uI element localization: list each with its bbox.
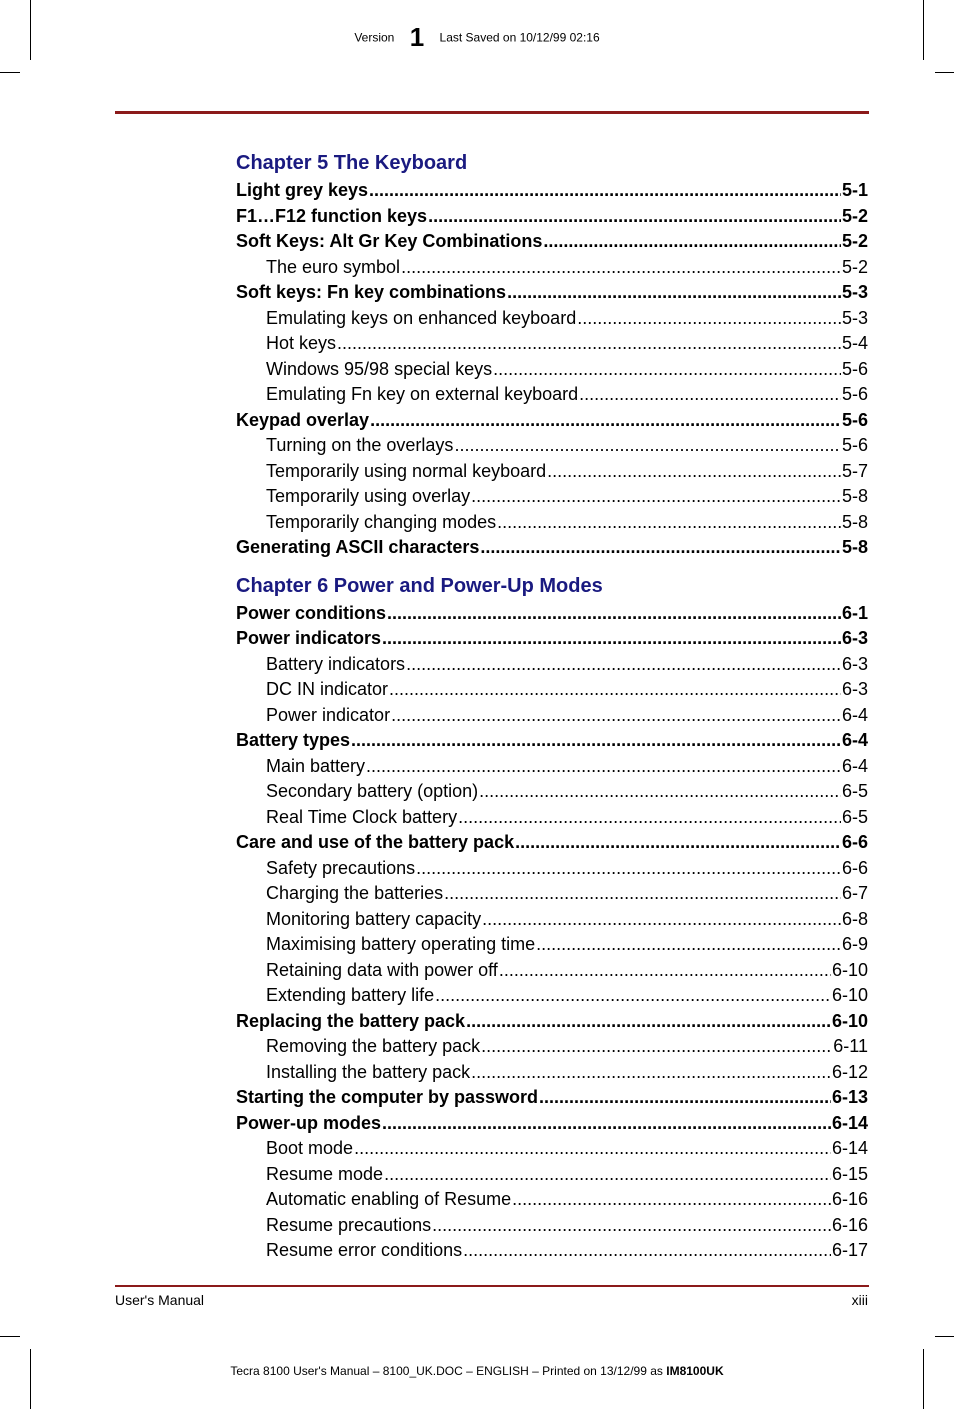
dot-leader xyxy=(482,907,841,933)
entry-page: 5-3 xyxy=(841,282,868,302)
entry-title: Generating ASCII characters xyxy=(236,537,480,557)
entry-title: Care and use of the battery pack xyxy=(236,832,515,852)
entry-page: 6-4 xyxy=(841,730,868,750)
entry-page: 6-16 xyxy=(831,1214,868,1235)
entry-page: 6-6 xyxy=(841,832,868,852)
entry-title: Emulating Fn key on external keyboard xyxy=(266,384,579,404)
dot-leader xyxy=(351,728,841,754)
dot-leader xyxy=(370,408,841,434)
dot-leader xyxy=(499,958,831,984)
print-line xyxy=(0,1364,954,1378)
dot-leader xyxy=(471,484,841,510)
entry-title: Resume mode xyxy=(266,1163,384,1184)
entry-page: 6-3 xyxy=(841,653,868,674)
entry-title: Main battery xyxy=(266,755,366,776)
entry-title: Temporarily using normal keyboard xyxy=(266,460,547,481)
dot-leader xyxy=(389,677,841,703)
crop-mark xyxy=(30,1349,31,1409)
dot-leader xyxy=(337,331,841,357)
entry-page: 6-16 xyxy=(831,1189,868,1209)
dot-leader xyxy=(507,280,841,306)
dot-leader xyxy=(432,1213,831,1239)
dot-leader xyxy=(479,779,841,805)
toc-subsection-entry xyxy=(236,907,868,933)
crop-mark xyxy=(0,72,20,73)
entry-page: 6-9 xyxy=(841,934,868,954)
entry-title: Resume error conditions xyxy=(266,1240,463,1260)
entry-page: 6-11 xyxy=(833,1036,868,1056)
dot-leader xyxy=(444,881,841,907)
toc-section-entry xyxy=(236,280,868,306)
dot-leader xyxy=(391,703,841,729)
toc-subsection-entry xyxy=(236,779,868,805)
toc-subsection-entry xyxy=(236,703,868,729)
version-header xyxy=(0,22,954,53)
entry-title: F1…F12 function keys xyxy=(236,205,428,226)
crop-mark xyxy=(935,1336,954,1337)
dot-leader xyxy=(382,626,841,652)
entry-title: Extending battery life xyxy=(266,985,435,1005)
toc-subsection-entry xyxy=(236,983,868,1009)
dot-leader xyxy=(497,510,841,536)
table-of-contents xyxy=(236,148,868,1264)
toc-subsection-entry xyxy=(236,1187,868,1213)
entry-title: Soft keys: Fn key combinations xyxy=(236,282,507,302)
entry-page: 6-10 xyxy=(831,959,868,980)
toc-section-entry xyxy=(236,728,868,754)
toc-subsection-entry xyxy=(236,677,868,703)
entry-title: DC IN indicator xyxy=(266,679,389,699)
toc-subsection-entry xyxy=(236,510,868,536)
dot-leader xyxy=(454,433,841,459)
entry-title: Battery types xyxy=(236,730,351,750)
dot-leader xyxy=(406,652,841,678)
toc-subsection-entry xyxy=(236,1060,868,1086)
entry-title: Charging the batteries xyxy=(266,883,444,903)
dot-leader xyxy=(536,932,841,958)
dot-leader xyxy=(577,306,841,332)
dot-leader xyxy=(471,1060,831,1086)
entry-page: 5-6 xyxy=(841,358,868,379)
top-rule xyxy=(115,111,869,114)
entry-page: 5-6 xyxy=(841,435,868,455)
toc-section-entry xyxy=(236,535,868,561)
entry-page: 6-7 xyxy=(841,883,868,903)
entry-page: 5-1 xyxy=(841,180,868,200)
entry-title: Emulating keys on enhanced keyboard xyxy=(266,307,577,328)
entry-page: 6-14 xyxy=(831,1112,868,1133)
toc-subsection-entry xyxy=(236,1238,868,1264)
dot-leader xyxy=(547,459,841,485)
entry-page: 5-4 xyxy=(841,333,868,353)
entry-page: 5-7 xyxy=(841,460,868,481)
entry-page: 5-2 xyxy=(841,256,868,277)
entry-title: Monitoring battery capacity xyxy=(266,908,482,929)
dot-leader xyxy=(480,535,841,561)
entry-title: Turning on the overlays xyxy=(266,435,454,455)
entry-title: The euro symbol xyxy=(266,256,401,277)
entry-page: 6-12 xyxy=(831,1061,868,1082)
entry-title: Retaining data with power off xyxy=(266,959,498,980)
entry-title: Boot mode xyxy=(266,1138,354,1158)
version-label: Version xyxy=(354,30,395,45)
dot-leader xyxy=(463,1238,831,1264)
entry-title: Temporarily changing modes xyxy=(266,511,497,532)
entry-page: 6-13 xyxy=(831,1087,868,1107)
dot-leader xyxy=(369,178,841,204)
entry-title: Temporarily using overlay xyxy=(266,486,471,506)
entry-page: 5-8 xyxy=(841,537,868,557)
dot-leader xyxy=(579,382,841,408)
toc-subsection-entry xyxy=(236,1034,868,1060)
toc-section-entry xyxy=(236,626,868,652)
entry-page: 5-6 xyxy=(841,409,868,430)
entry-title: Real Time Clock battery xyxy=(266,806,458,827)
toc-subsection-entry xyxy=(236,805,868,831)
toc-subsection-entry xyxy=(236,382,868,408)
toc-subsection-entry xyxy=(236,881,868,907)
page-number: xiii xyxy=(851,1292,868,1308)
entry-title: Automatic enabling of Resume xyxy=(266,1189,512,1209)
entry-title: Secondary battery (option) xyxy=(266,781,479,801)
entry-page: 5-3 xyxy=(841,307,868,328)
entry-page: 5-8 xyxy=(841,486,868,506)
print-code: IM8100UK xyxy=(666,1364,724,1378)
entry-page: 5-2 xyxy=(841,231,868,251)
toc-section-entry xyxy=(236,1085,868,1111)
dot-leader xyxy=(543,229,841,255)
dot-leader xyxy=(387,601,841,627)
entry-title: Power indicator xyxy=(266,704,391,725)
toc-section-entry xyxy=(236,1009,868,1035)
toc-subsection-entry xyxy=(236,1213,868,1239)
dot-leader xyxy=(458,805,841,831)
dot-leader xyxy=(428,204,841,230)
entry-page: 6-5 xyxy=(841,806,868,827)
toc-section-entry xyxy=(236,1111,868,1137)
toc-section-entry xyxy=(236,408,868,434)
entry-title: Replacing the battery pack xyxy=(236,1010,466,1031)
dot-leader xyxy=(401,255,841,281)
entry-page: 6-6 xyxy=(841,857,868,878)
dot-leader xyxy=(435,983,831,1009)
entry-title: Resume precautions xyxy=(266,1214,432,1235)
dot-leader xyxy=(466,1009,831,1035)
entry-title: Safety precautions xyxy=(266,857,416,878)
dot-leader xyxy=(384,1162,831,1188)
toc-section-entry xyxy=(236,830,868,856)
footer-left: User's Manual xyxy=(115,1292,205,1308)
toc-section-entry xyxy=(236,178,868,204)
entry-title: Starting the computer by password xyxy=(236,1087,539,1107)
toc-subsection-entry xyxy=(236,754,868,780)
toc-section-entry xyxy=(236,204,868,230)
entry-title: Power indicators xyxy=(236,628,382,648)
entry-page: 6-1 xyxy=(841,602,868,623)
version-number: 1 xyxy=(409,22,425,52)
entry-page: 6-3 xyxy=(841,679,868,699)
dot-leader xyxy=(382,1111,831,1137)
entry-title: Hot keys xyxy=(266,333,337,353)
entry-page: 6-15 xyxy=(831,1163,868,1184)
entry-title: Maximising battery operating time xyxy=(266,934,536,954)
entry-page: 5-6 xyxy=(841,384,868,404)
toc-subsection-entry xyxy=(236,1162,868,1188)
toc-subsection-entry xyxy=(236,484,868,510)
entry-page: 6-5 xyxy=(841,781,868,801)
toc-subsection-entry xyxy=(236,932,868,958)
entry-title: Soft Keys: Alt Gr Key Combinations xyxy=(236,231,543,251)
entry-title: Installing the battery pack xyxy=(266,1061,471,1082)
dot-leader xyxy=(512,1187,831,1213)
toc-subsection-entry xyxy=(236,306,868,332)
entry-page: 6-10 xyxy=(831,1010,868,1031)
toc-subsection-entry xyxy=(236,255,868,281)
dot-leader xyxy=(366,754,841,780)
entry-title: Battery indicators xyxy=(266,653,406,674)
entry-title: Removing the battery pack xyxy=(266,1036,481,1056)
chapter-heading: Chapter 5 The Keyboard xyxy=(236,152,468,174)
toc-section-entry xyxy=(236,229,868,255)
print-info: Tecra 8100 User's Manual – 8100_UK.DOC – ENGLISH – Printed on 13/12/99 as xyxy=(230,1364,663,1378)
toc-subsection-entry xyxy=(236,331,868,357)
entry-page: 6-3 xyxy=(841,628,868,648)
last-saved: Last Saved on 10/12/99 02:16 xyxy=(439,30,600,45)
toc-subsection-entry xyxy=(236,856,868,882)
dot-leader xyxy=(354,1136,831,1162)
toc-subsection-entry xyxy=(236,1136,868,1162)
dot-leader xyxy=(515,830,841,856)
crop-mark xyxy=(935,72,954,73)
entry-page: 6-17 xyxy=(831,1240,868,1260)
bottom-rule xyxy=(115,1285,869,1287)
entry-page: 6-4 xyxy=(841,755,868,776)
crop-mark xyxy=(923,1349,924,1409)
entry-page: 6-4 xyxy=(841,704,868,725)
entry-title: Power-up modes xyxy=(236,1112,382,1133)
entry-page: 6-14 xyxy=(831,1138,868,1158)
crop-mark xyxy=(0,1336,20,1337)
toc-subsection-entry xyxy=(236,433,868,459)
dot-leader xyxy=(493,357,841,383)
toc-section-entry xyxy=(236,601,868,627)
entry-page: 5-8 xyxy=(841,511,868,532)
toc-subsection-entry xyxy=(236,652,868,678)
dot-leader xyxy=(416,856,841,882)
entry-title: Power conditions xyxy=(236,602,387,623)
entry-title: Keypad overlay xyxy=(236,409,370,430)
entry-page: 6-8 xyxy=(841,908,868,929)
toc-subsection-entry xyxy=(236,958,868,984)
entry-page: 5-2 xyxy=(841,205,868,226)
entry-title: Light grey keys xyxy=(236,180,369,200)
dot-leader xyxy=(539,1085,831,1111)
chapter-heading: Chapter 6 Power and Power-Up Modes xyxy=(236,574,603,597)
toc-subsection-entry xyxy=(236,357,868,383)
entry-title: Windows 95/98 special keys xyxy=(266,358,493,379)
entry-page: 6-10 xyxy=(831,985,868,1005)
dot-leader xyxy=(481,1034,832,1060)
toc-subsection-entry xyxy=(236,459,868,485)
